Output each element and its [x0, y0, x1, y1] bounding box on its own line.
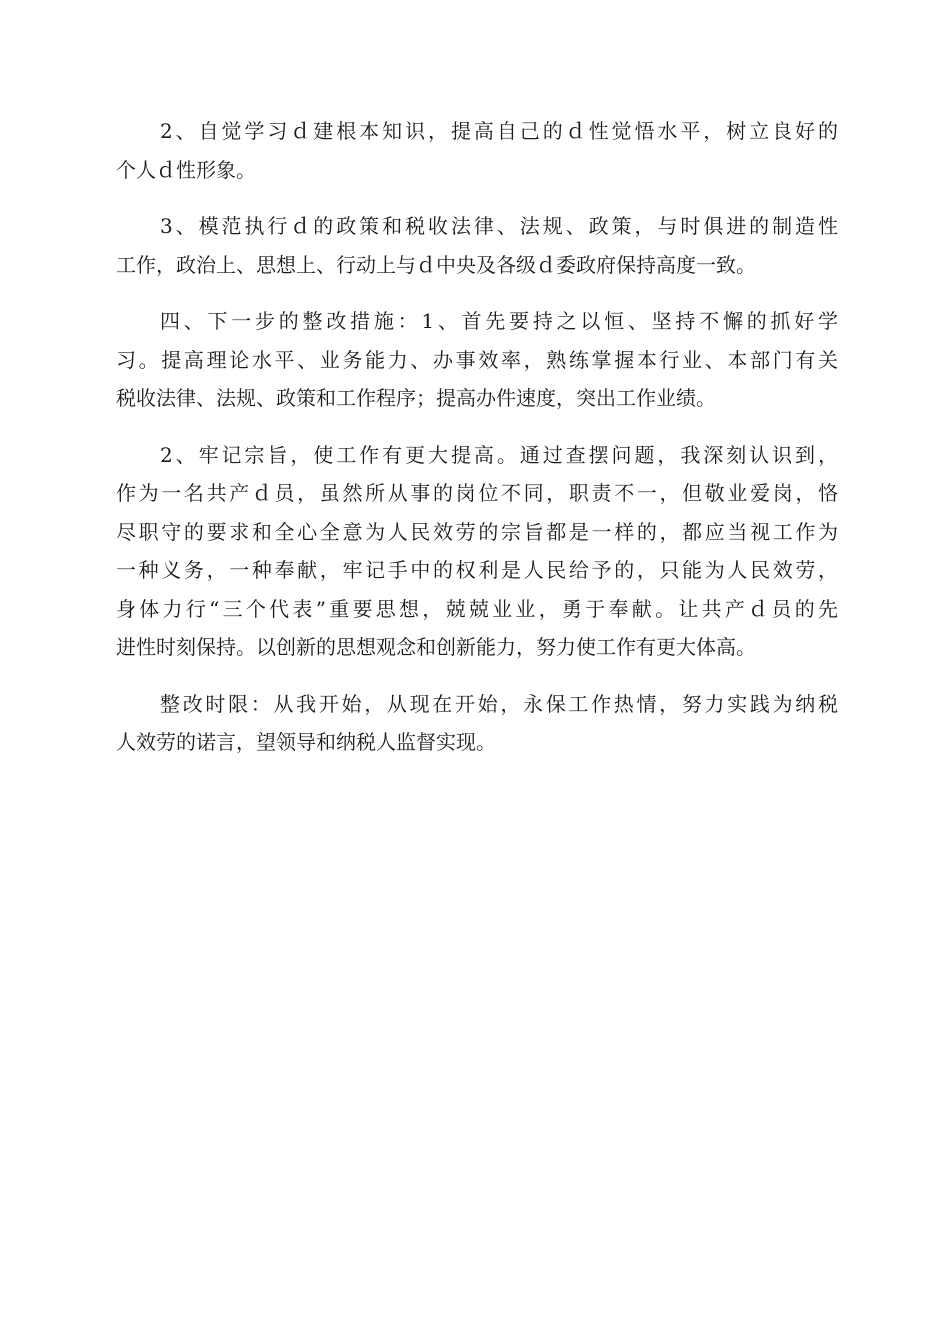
paragraph-line: 人效劳的诺言，望领导和纳税人监督实现。 [116, 730, 496, 754]
document-body [116, 112, 838, 780]
paragraph-line: 3、模范执行ｄ的政策和税收法律、法规、政策，与时俱进的制造性 [160, 214, 838, 238]
paragraph-line: 身体力行“三个代表”重要思想，兢兢业业，勇于奉献。让共产ｄ员的先 [116, 596, 838, 621]
paragraph-line: 整改时限：从我开始，从现在开始，永保工作热情，努力实践为纳税 [160, 691, 838, 716]
paragraph-2 [116, 207, 838, 284]
paragraph-line: 进性时刻保持。以创新的思想观念和创新能力，努力使工作有更大体高。 [116, 635, 756, 659]
paragraph-line: 2、自觉学习ｄ建根本知识，提高自己的ｄ性觉悟水平，树立良好的 [160, 119, 838, 143]
paragraph-line: 习。提高理论水平、业务能力、办事效率，熟练掌握本行业、本部门有关 [116, 347, 838, 372]
paragraph-line: 2、牢记宗旨，使工作有更大提高。通过查摆问题，我深刻认识到， [160, 442, 838, 467]
paragraph-4 [116, 436, 838, 667]
paragraph-line: 作为一名共产ｄ员，虽然所从事的岗位不同，职责不一，但敬业爱岗，恪 [116, 481, 838, 505]
paragraph-3 [116, 302, 838, 418]
paragraph-line: 税收法律、法规、政策和工作程序；提高办件速度，突出工作业绩。 [116, 386, 716, 410]
paragraph-5 [116, 685, 838, 762]
paragraph-line: 尽职守的要求和全心全意为人民效劳的宗旨都是一样的，都应当视工作为 [116, 519, 838, 544]
paragraph-line: 个人ｄ性形象。 [116, 157, 256, 182]
paragraph-1 [116, 112, 838, 189]
paragraph-line: 工作，政治上、思想上、行动上与ｄ中央及各级ｄ委政府保持高度一致。 [116, 252, 756, 277]
paragraph-line: 四、下一步的整改措施：1、首先要持之以恒、坚持不懈的抓好学 [160, 309, 838, 333]
paragraph-line: 一种义务，一种奉献，牢记手中的权利是人民给予的，只能为人民效劳， [116, 558, 838, 582]
